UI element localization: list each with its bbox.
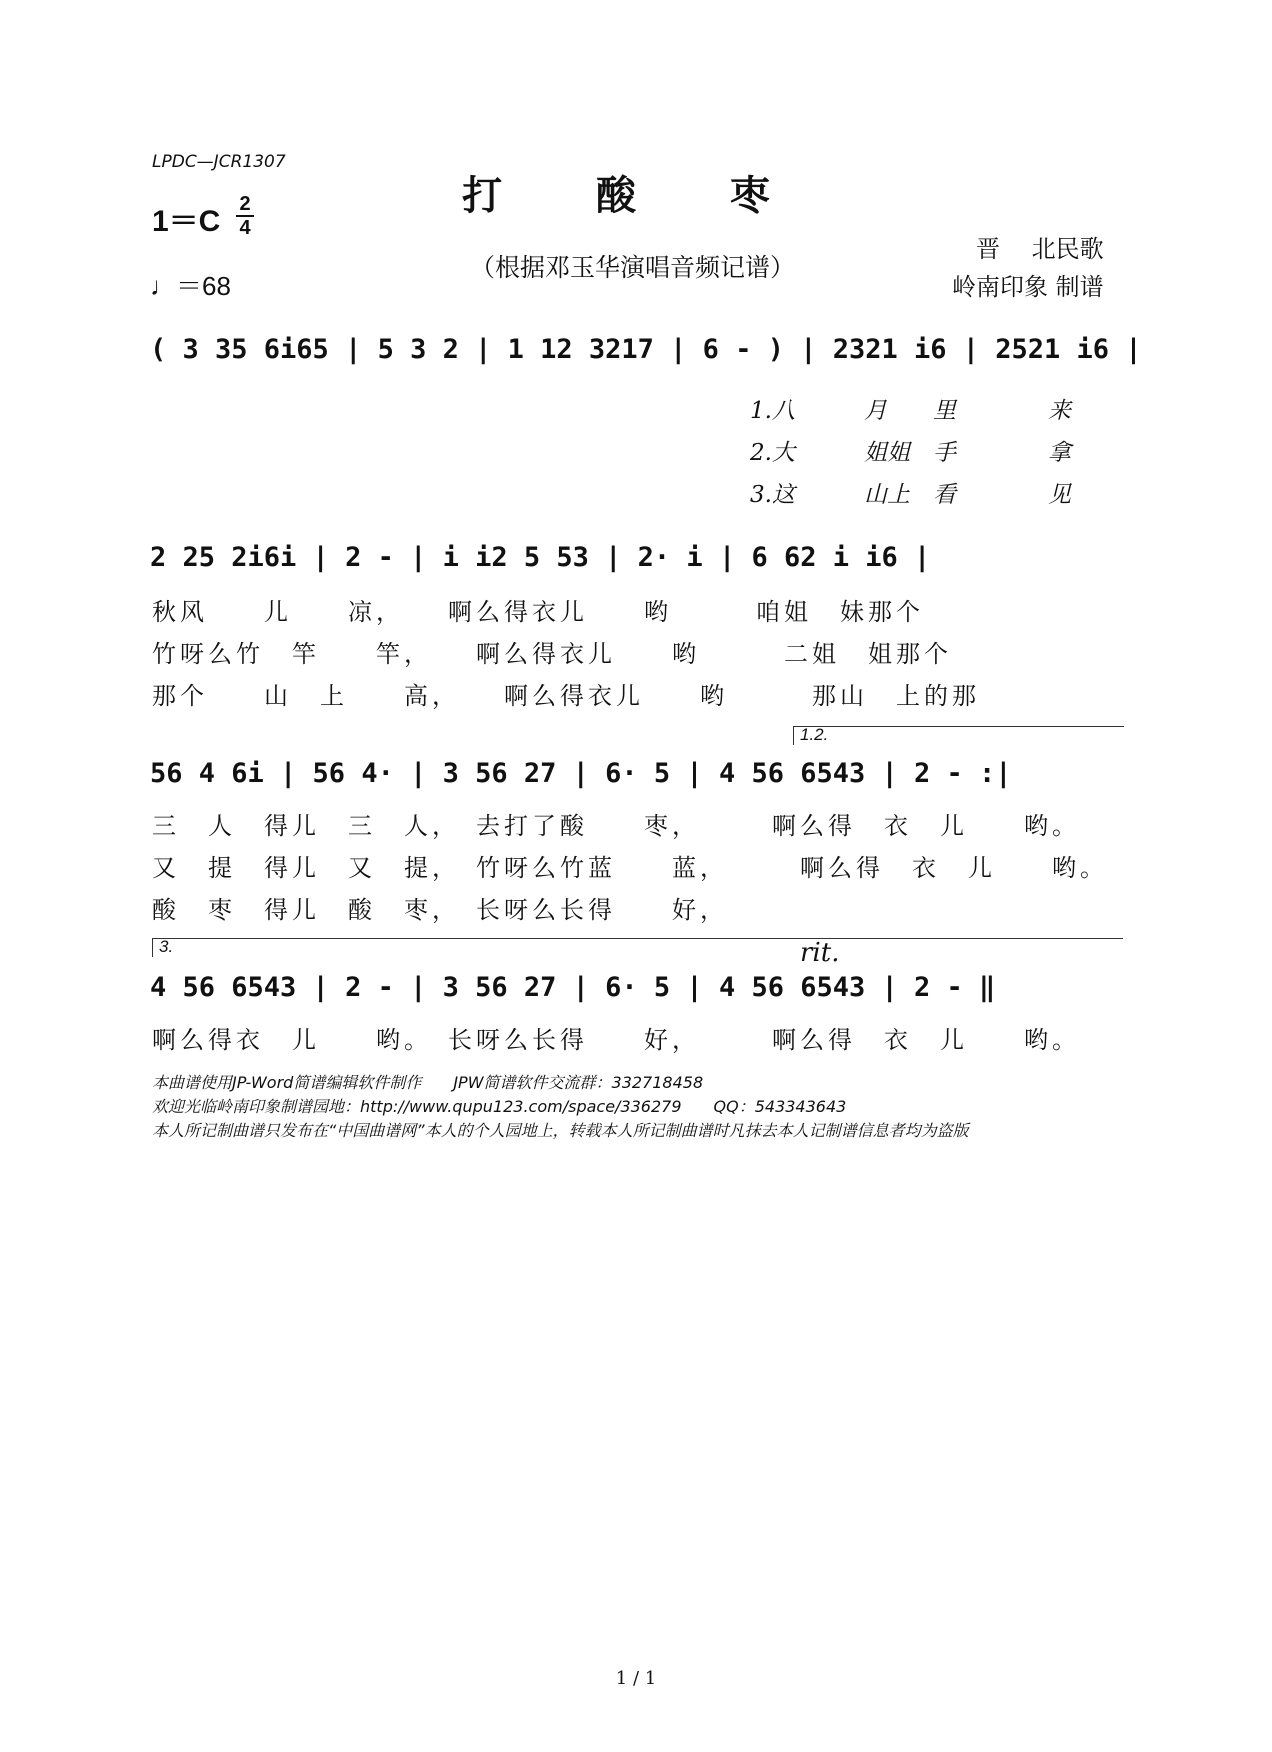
staff-line-4: 4 56 6543 | 2 - | 3 56 27 | 6· 5 | 4 56 6543 | 2 - ‖ <box>150 972 996 1003</box>
verse-2-intro: 2.大 姐姐 手 拿 <box>750 440 1071 466</box>
verse-1-intro: 1.八 月 里 来 <box>750 398 1071 424</box>
footer-line-1: 本曲谱使用JP-Word简谱编辑软件制作 JPW简谱软件交流群：332718458 <box>152 1073 704 1092</box>
verse-1-row-2: 秋风 儿 凉， 啊么得衣儿 哟 咱姐 妹那个 <box>152 598 924 626</box>
verse-1-row-3: 三 人 得儿 三 人， 去打了酸 枣， 啊么得 衣 儿 哟。 <box>152 812 1080 840</box>
author-origin: 晋 北民歌 <box>976 235 1104 263</box>
key-signature: 1＝C <box>152 205 221 238</box>
staff-line-2: 2 25 2i6i | 2 - | i i2 5 53 | 2· i | 6 62 i i6 | <box>150 542 931 573</box>
author-block <box>952 230 1104 306</box>
verse-2-row-3: 又 提 得儿 又 提， 竹呀么竹蓝 蓝， 啊么得 衣 儿 哟。 <box>152 854 1108 882</box>
verse-3-row-4: 啊么得衣 儿 哟。 长呀么长得 好， 啊么得 衣 儿 哟。 <box>152 1026 1080 1054</box>
volta-first-label: 1.2. <box>800 725 829 744</box>
verse-3-intro: 3.这 山上 看 见 <box>750 482 1071 508</box>
volta-first-ending <box>793 726 1124 745</box>
page-title: 打 酸 枣 <box>462 172 810 219</box>
staff-line-3: 56 4 6i | 56 4· | 3 56 27 | 6· 5 | 4 56 6543 | 2 - :| <box>150 758 1012 789</box>
subtitle: （根据邓玉华演唱音频记谱） <box>470 253 796 282</box>
footer-line-3: 本人所记制曲谱只发布在“中国曲谱网”本人的个人园地上，转载本人所记制曲谱时凡抹去本人记制谱信息者均为盗版 <box>152 1121 969 1140</box>
verse-2-row-2: 竹呀么竹 竿 竿， 啊么得衣儿 哟 二姐 姐那个 <box>152 640 952 668</box>
page-number: 1 / 1 <box>615 1668 657 1689</box>
footer-line-2: 欢迎光临岭南印象制谱园地：http://www.qupu123.com/space/336279 QQ：543343643 <box>152 1097 847 1116</box>
staff-line-1: ( 3 35 6i65 | 5 3 2 | 1 12 3217 | 6 - ) | 2321 i6 | 2521 i6 | <box>150 334 1142 365</box>
verse-3-row-2: 那个 山 上 高， 啊么得衣儿 哟 那山 上的那 <box>152 682 980 710</box>
ritardando-mark: rit. <box>800 938 840 968</box>
author-arranger: 岭南印象 制谱 <box>952 273 1104 301</box>
tempo-mark: ♩＝68 <box>150 271 231 301</box>
volta-second-ending <box>152 938 1123 957</box>
verse-3-row-3: 酸 枣 得儿 酸 枣， 长呀么长得 好， <box>152 896 728 924</box>
meter-top: 2 <box>239 193 251 215</box>
volta-second-label: 3. <box>159 937 174 956</box>
time-signature <box>236 194 254 238</box>
score-code: LPDC—JCR1307 <box>152 152 286 172</box>
meter-bottom: 4 <box>239 217 251 239</box>
